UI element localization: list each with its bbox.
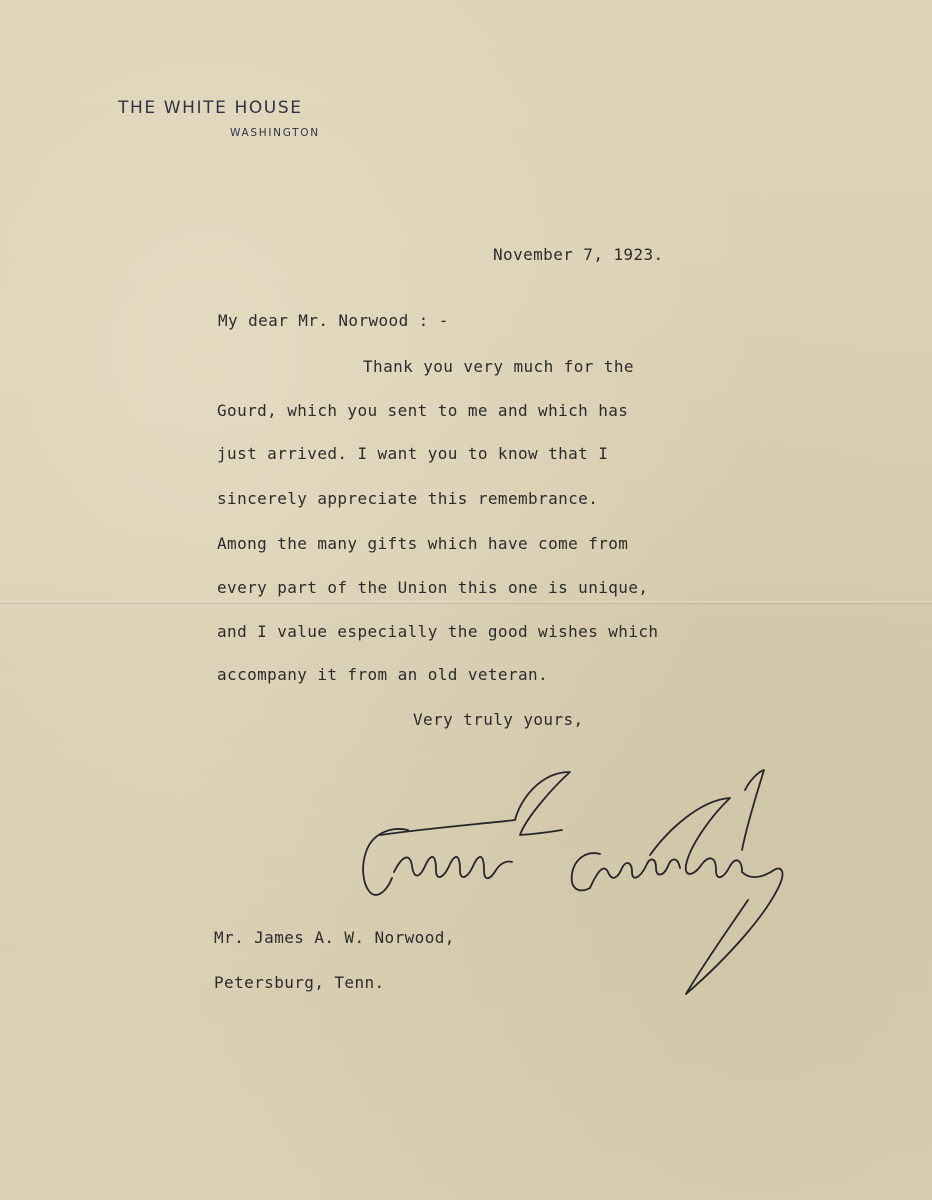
paper-fold-crease	[0, 601, 932, 604]
letterhead-title: THE WHITE HOUSE	[118, 98, 303, 118]
body-line-2: Gourd, which you sent to me and which has	[217, 401, 629, 420]
body-line-6: every part of the Union this one is unique,	[217, 578, 649, 597]
body-line-4: sincerely appreciate this remembrance.	[217, 489, 599, 508]
letterhead-subtitle: WASHINGTON	[230, 127, 320, 139]
body-line-7: and I value especially the good wishes which	[217, 622, 659, 641]
body-line-8: accompany it from an old veteran.	[217, 665, 549, 684]
handwritten-signature-icon	[350, 760, 810, 1005]
salutation: My dear Mr. Norwood : -	[218, 311, 449, 330]
recipient-name: Mr. James A. W. Norwood,	[214, 928, 455, 947]
recipient-location: Petersburg, Tenn.	[214, 973, 385, 992]
closing: Very truly yours,	[413, 710, 584, 729]
body-line-5: Among the many gifts which have come from	[217, 534, 629, 553]
body-line-3: just arrived. I want you to know that I	[217, 444, 609, 463]
body-line-1: Thank you very much for the	[363, 357, 634, 376]
letter-date: November 7, 1923.	[493, 245, 664, 264]
